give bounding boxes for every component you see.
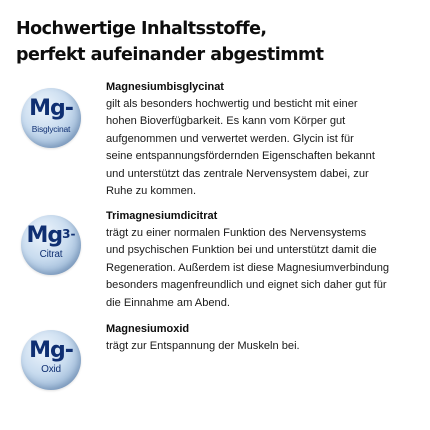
badge-symbol: Mg-	[29, 338, 73, 363]
ingredient-description	[106, 338, 418, 355]
ingredient-name: Magnesiumoxid	[106, 323, 190, 335]
description-line: gilt als besonders hochwertig und besticht mit einer	[106, 98, 358, 110]
description-line: und psychischen Funktion bei und unterstützt damit die	[106, 244, 377, 257]
headline	[16, 16, 416, 68]
ingredient-text	[106, 209, 418, 312]
mg-citrat-badge-icon	[21, 215, 81, 275]
badge-symbol: $Mg^{3-}$	[26, 223, 76, 248]
ingredient-text	[106, 322, 418, 355]
description-line: seine entspannungsfördernden Eigenschaften bekannt	[106, 150, 375, 163]
description-line: die Einnahme am Abend.	[106, 296, 230, 309]
badge-label: Oxid	[41, 364, 61, 375]
badge-symbol: Mg-	[29, 96, 73, 121]
ingredient-description	[106, 96, 418, 200]
description-line: besonders magenfreundlich und eignet sich daher gut für	[106, 279, 387, 292]
ingredient-name: Trimagnesiumdicitrat	[106, 210, 218, 222]
ingredient-name: Magnesiumbisglycinat	[106, 81, 224, 93]
description-line: trägt zur Entspannung der Muskeln bei.	[106, 340, 300, 352]
ingredient-description	[106, 225, 418, 312]
description-line: Ruhe zu kommen.	[106, 185, 197, 198]
description-line: Regeneration. Außerdem ist diese Magnesiumverbindung	[106, 261, 390, 274]
headline-line-1: Hochwertige Inhaltsstoffe,	[16, 19, 267, 39]
headline-line-2: perfekt aufeinander abgestimmt	[16, 45, 324, 65]
description-line: und unterstützt das zentrale Nervensystem dabei, zur	[106, 167, 369, 180]
badge-label: Bisglycinat	[31, 124, 71, 134]
description-line: hohen Bioverfügbarkeit. Es kann vom Körper gut	[106, 115, 346, 128]
badge-label: Citrat	[39, 249, 63, 260]
ingredient-text	[106, 80, 418, 200]
description-line: aufgenommen und verwertet werden. Glycin ist für	[106, 132, 354, 145]
description-line: trägt zu einer normalen Funktion des Nervensystems	[106, 227, 367, 239]
mg-bisglycinat-badge-icon	[21, 88, 81, 148]
mg-oxid-badge-icon	[21, 330, 81, 390]
